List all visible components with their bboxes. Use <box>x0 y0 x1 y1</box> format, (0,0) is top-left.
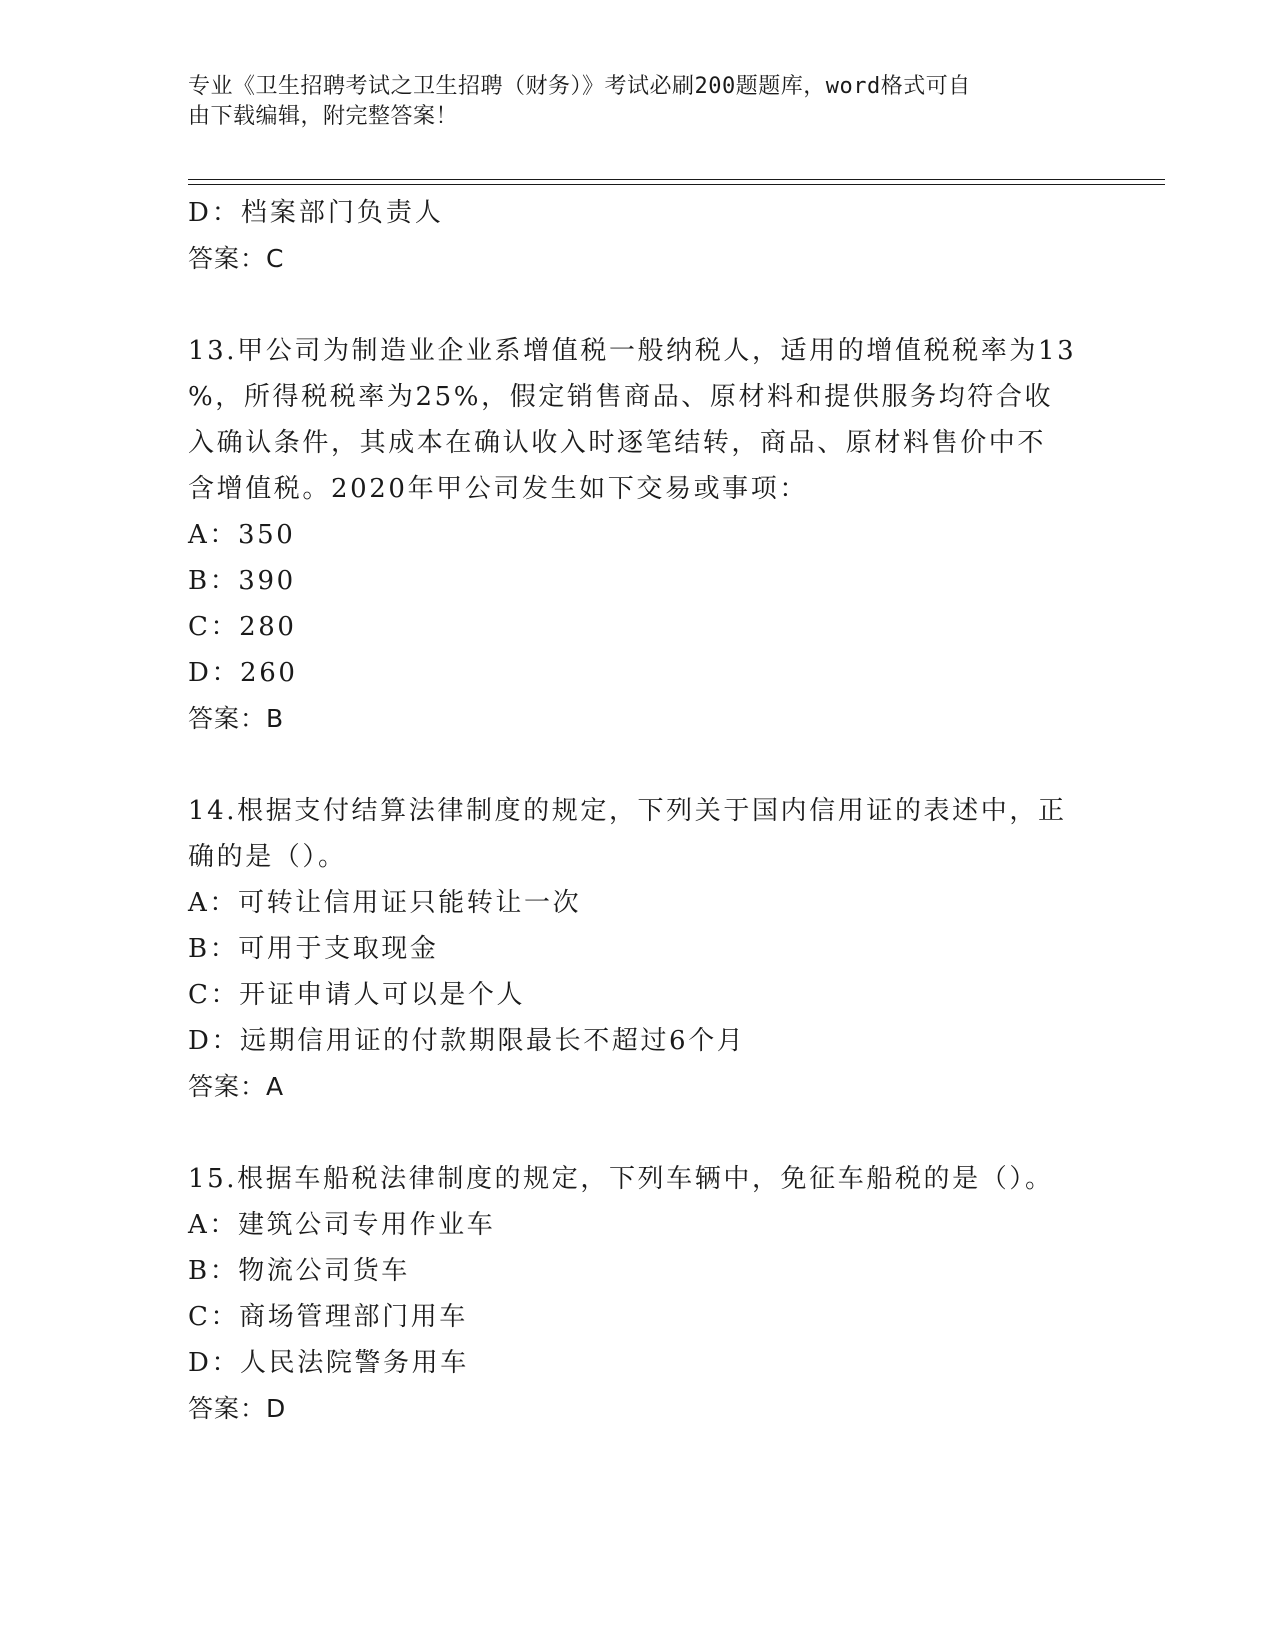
option-d: D：远期信用证的付款期限最长不超过6个月 <box>188 1026 746 1056</box>
question-text-line: 含增值税。2020年甲公司发生如下交易或事项： <box>188 474 808 504</box>
question-text-line: 入确认条件，其成本在确认收入时逐笔结转，商品、原材料售价中不 <box>188 428 1047 458</box>
option-a: A：建筑公司专用作业车 <box>188 1210 496 1240</box>
question-text-line: %，所得税税率为25%，假定销售商品、原材料和提供服务均符合收 <box>188 382 1054 412</box>
answer: 答案：D <box>188 1394 287 1423</box>
header-divider-top <box>188 179 1165 180</box>
question-13 <box>188 328 1088 742</box>
answer: 答案：B <box>188 704 285 733</box>
header-divider-bottom <box>188 184 1165 185</box>
answer: 答案：A <box>188 1072 285 1101</box>
document-header <box>188 72 1068 132</box>
prev-option-d: D：档案部门负责人 <box>188 198 444 228</box>
question-15 <box>188 1156 1088 1432</box>
option-a: A：350 <box>188 520 296 550</box>
prev-answer: 答案：C <box>188 244 285 273</box>
option-c: C：商场管理部门用车 <box>188 1302 468 1332</box>
option-b: B：物流公司货车 <box>188 1256 410 1286</box>
question-text-line: 确的是（）。 <box>188 842 347 872</box>
option-d: D：260 <box>188 658 298 688</box>
header-line-1: 专业《卫生招聘考试之卫生招聘（财务）》考试必刷200题题库，word格式可自 <box>188 74 971 99</box>
option-a: A：可转让信用证只能转让一次 <box>188 888 582 918</box>
question-text-line: 15.根据车船税法律制度的规定，下列车辆中，免征车船税的是（）。 <box>188 1164 1054 1194</box>
spacer <box>188 282 1088 328</box>
spacer <box>188 1110 1088 1156</box>
option-b: B：390 <box>188 566 296 596</box>
option-b: B：可用于支取现金 <box>188 934 439 964</box>
document-body <box>188 190 1088 1432</box>
spacer <box>188 742 1088 788</box>
header-line-2: 由下载编辑，附完整答案！ <box>188 104 459 129</box>
question-text-line: 14.根据支付结算法律制度的规定，下列关于国内信用证的表述中，正 <box>188 796 1067 826</box>
option-c: C：280 <box>188 612 297 642</box>
option-d: D：人民法院警务用车 <box>188 1348 469 1378</box>
question-14 <box>188 788 1088 1110</box>
option-c: C：开证申请人可以是个人 <box>188 980 526 1010</box>
question-text-line: 13.甲公司为制造业企业系增值税一般纳税人，适用的增值税税率为13 <box>188 336 1077 366</box>
